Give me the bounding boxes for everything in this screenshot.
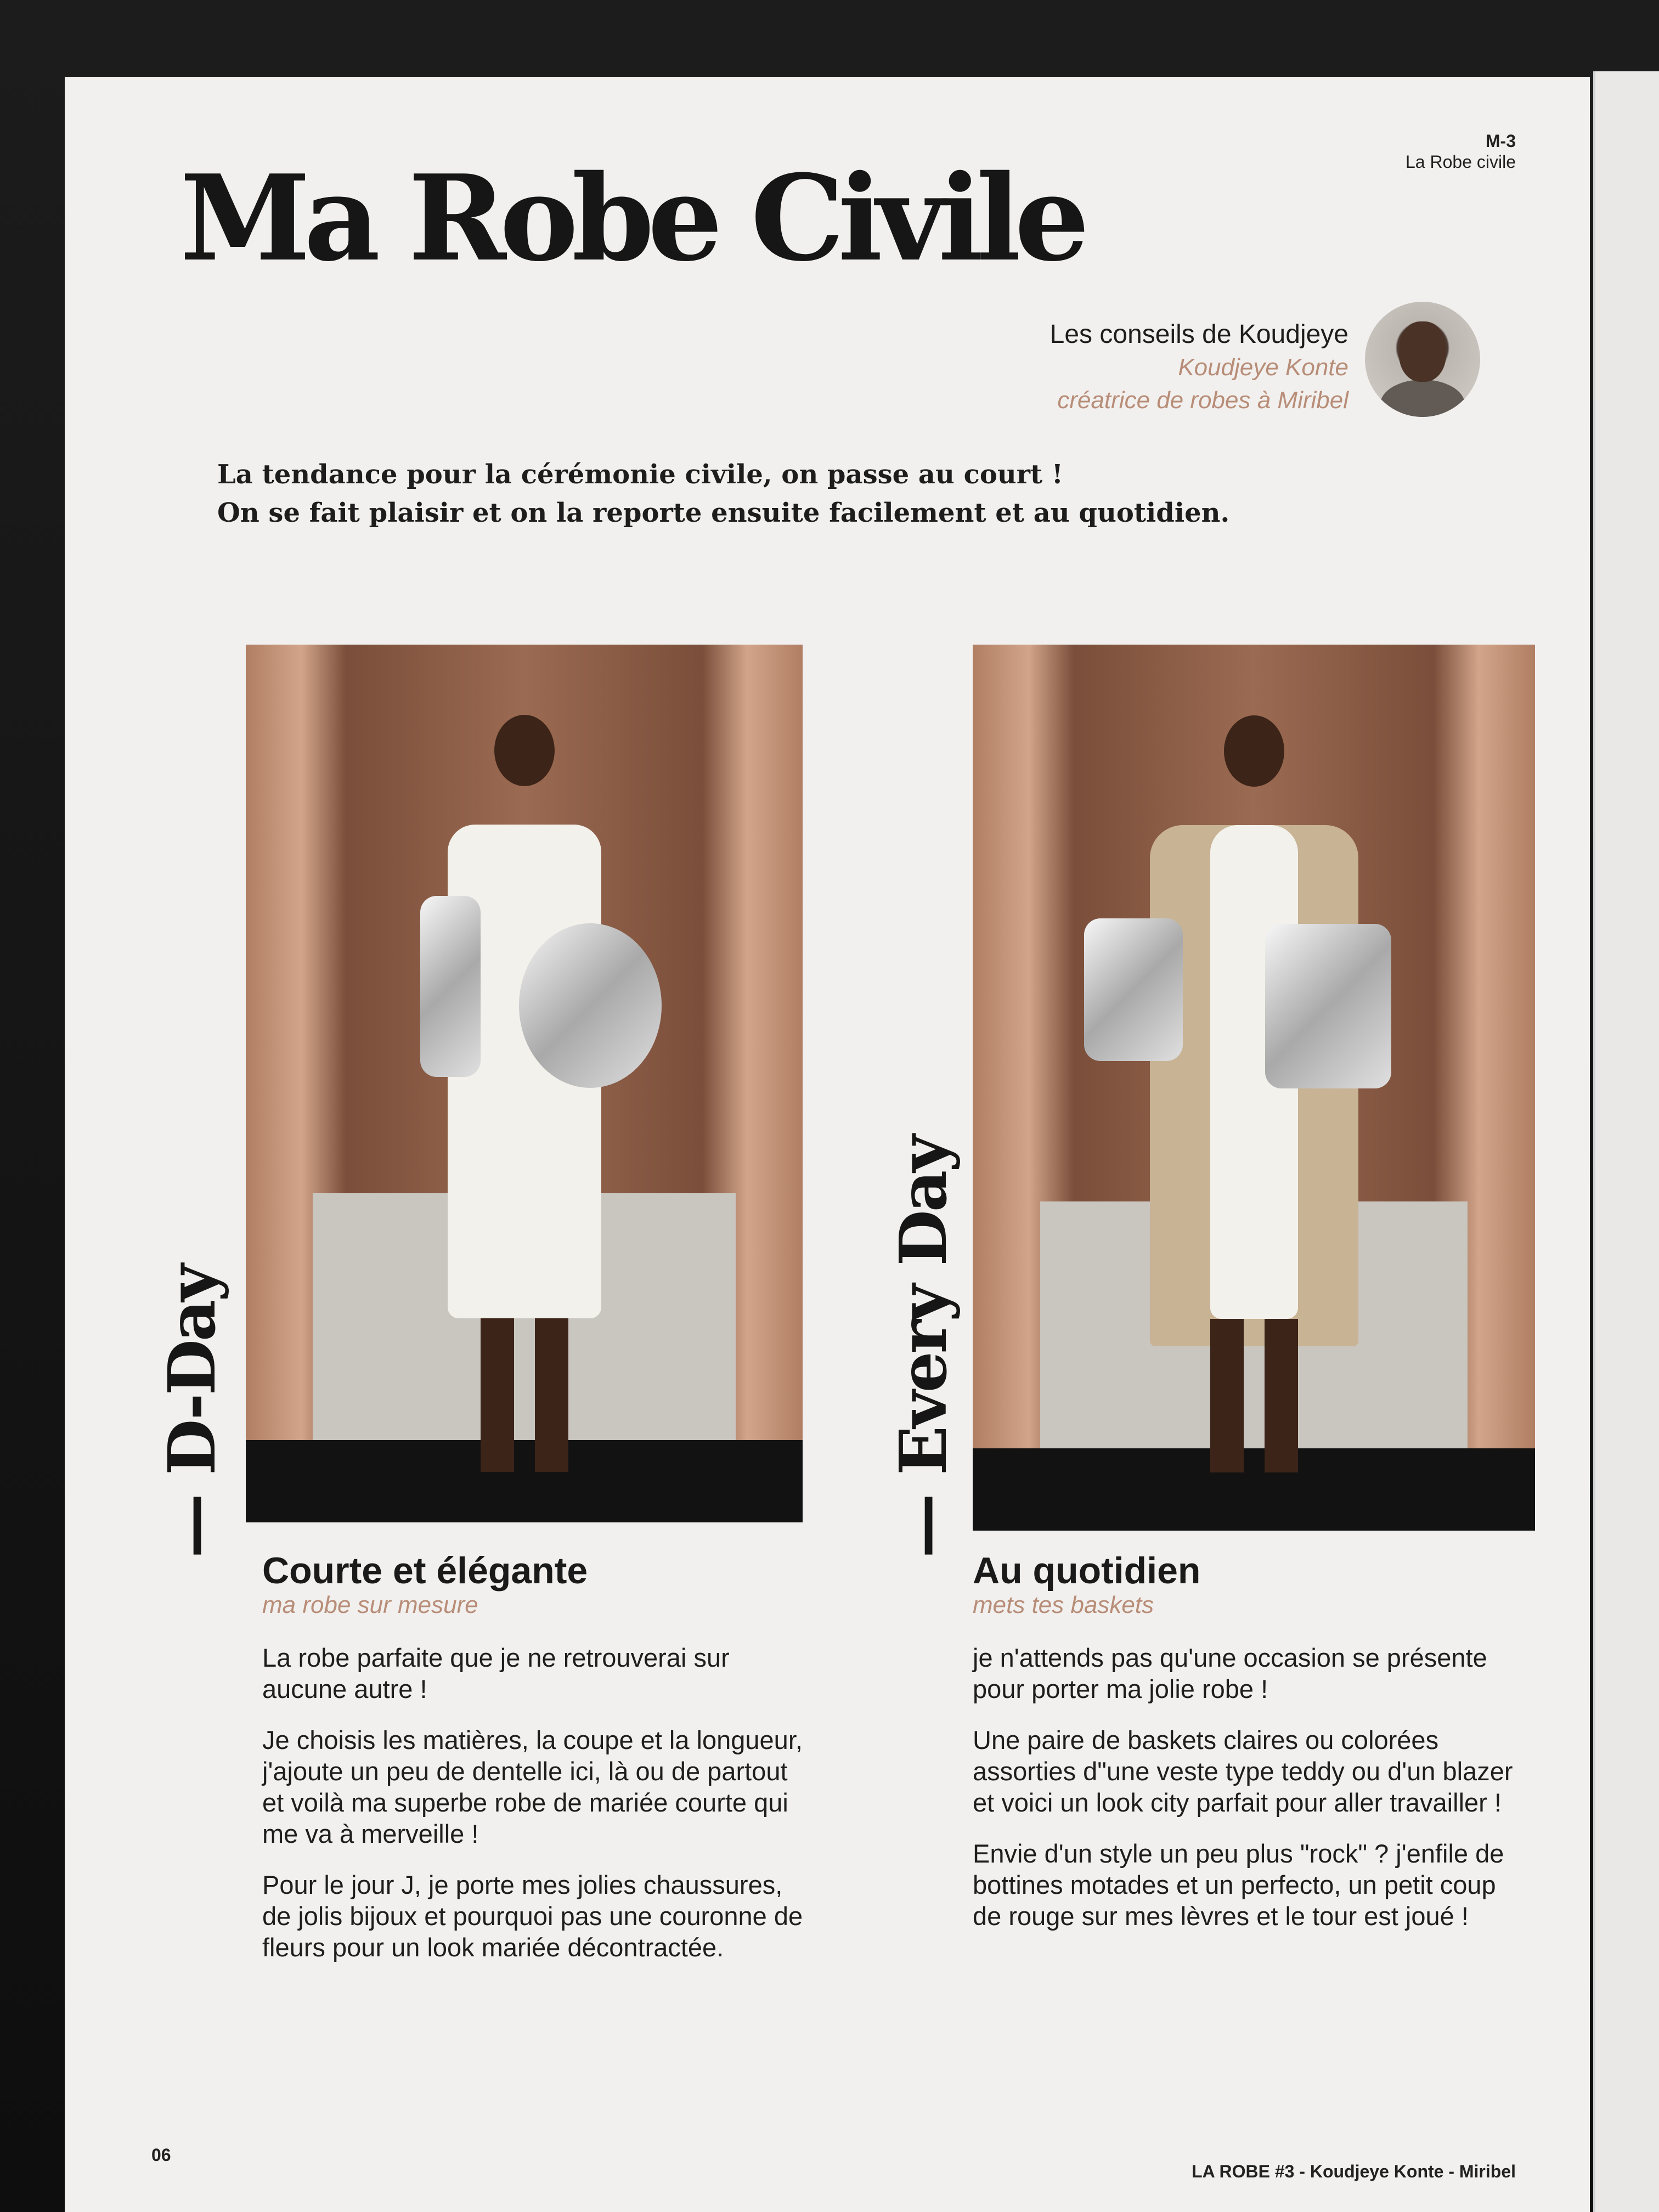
- page-number: 06: [151, 2145, 171, 2165]
- column-paragraph: Pour le jour J, je porte mes jolies chaussures, de jolis bijoux et pourquoi pas une couronne de fleurs pour un look mariée décontractée.: [262, 1870, 803, 1962]
- balloon-letter-e: [1265, 924, 1391, 1088]
- balloon-letter-l: [420, 896, 481, 1077]
- person-legs: [481, 1318, 568, 1472]
- column-heading: Courte et élégante: [262, 1550, 588, 1592]
- avatar-face: [1399, 321, 1446, 382]
- column-paragraph: La robe parfaite que je ne retrouverai sur aucune autre !: [262, 1643, 730, 1703]
- balloon-letter-o: [519, 923, 662, 1088]
- photo-person: [426, 715, 623, 1435]
- column-paragraph: Je choisis les matières, la coupe et la longueur, j'ajoute un peu de dentelle ici, là ou de partout et voilà ma superbe robe de mariée courte qui me va à merveille !: [262, 1725, 803, 1848]
- column-subheading: ma robe sur mesure: [262, 1592, 478, 1618]
- column-subheading: mets tes baskets: [973, 1592, 1154, 1618]
- avatar-shoulders: [1380, 380, 1465, 417]
- expert-credit: [1050, 318, 1348, 417]
- section-name: La Robe civile: [1406, 152, 1516, 172]
- column-heading: Au quotidien: [973, 1550, 1201, 1592]
- magazine-page: [65, 77, 1590, 2212]
- expert-line: Les conseils de Koudjeye: [1049, 320, 1348, 349]
- balloon-letter-v: [1084, 918, 1183, 1061]
- folio: [1406, 131, 1516, 172]
- expert-role: créatrice de robes à Miribel: [1057, 387, 1348, 414]
- intro-line: La tendance pour la cérémonie civile, on passe au court !: [217, 459, 1063, 490]
- column-paragraph: Une paire de baskets claires ou colorées assorties d"une veste type teddy ou d'un blazer et voici un look city parfait pour aller travailler !: [973, 1725, 1513, 1817]
- page-footer: LA ROBE #3 - Koudjeye Konte - Miribel: [1192, 2162, 1516, 2181]
- next-page-edge: [1593, 71, 1659, 2212]
- column-paragraph: je n'attends pas qu'une occasion se présente pour porter ma jolie robe !: [973, 1643, 1487, 1703]
- person-head: [1224, 715, 1284, 787]
- intro-text: [217, 455, 1229, 532]
- label-dday: — D-Day: [154, 1266, 230, 1558]
- label-everyday: — Every Day: [885, 1137, 961, 1558]
- person-head: [494, 715, 555, 786]
- page-title: Ma Robe Civile: [180, 149, 1084, 287]
- column-everyday: [973, 1550, 1521, 1951]
- column-paragraph: Envie d'un style un peu plus "rock" ? j'enfile de bottines motades et un perfecto, un petit coup de rouge sur mes lèvres et le tour est joué !: [973, 1839, 1504, 1931]
- expert-name: Koudjeye Konte: [1178, 354, 1348, 381]
- expert-avatar: [1365, 302, 1480, 417]
- photo-person: [1155, 715, 1353, 1442]
- person-legs: [1210, 1319, 1298, 1472]
- column-dday: [262, 1550, 811, 1983]
- intro-line: On se fait plaisir et on la reporte ensuite facilement et au quotidien.: [217, 498, 1230, 528]
- section-code: M-3: [1485, 131, 1516, 151]
- photo-dday: [246, 645, 803, 1522]
- photo-everyday: [973, 645, 1535, 1531]
